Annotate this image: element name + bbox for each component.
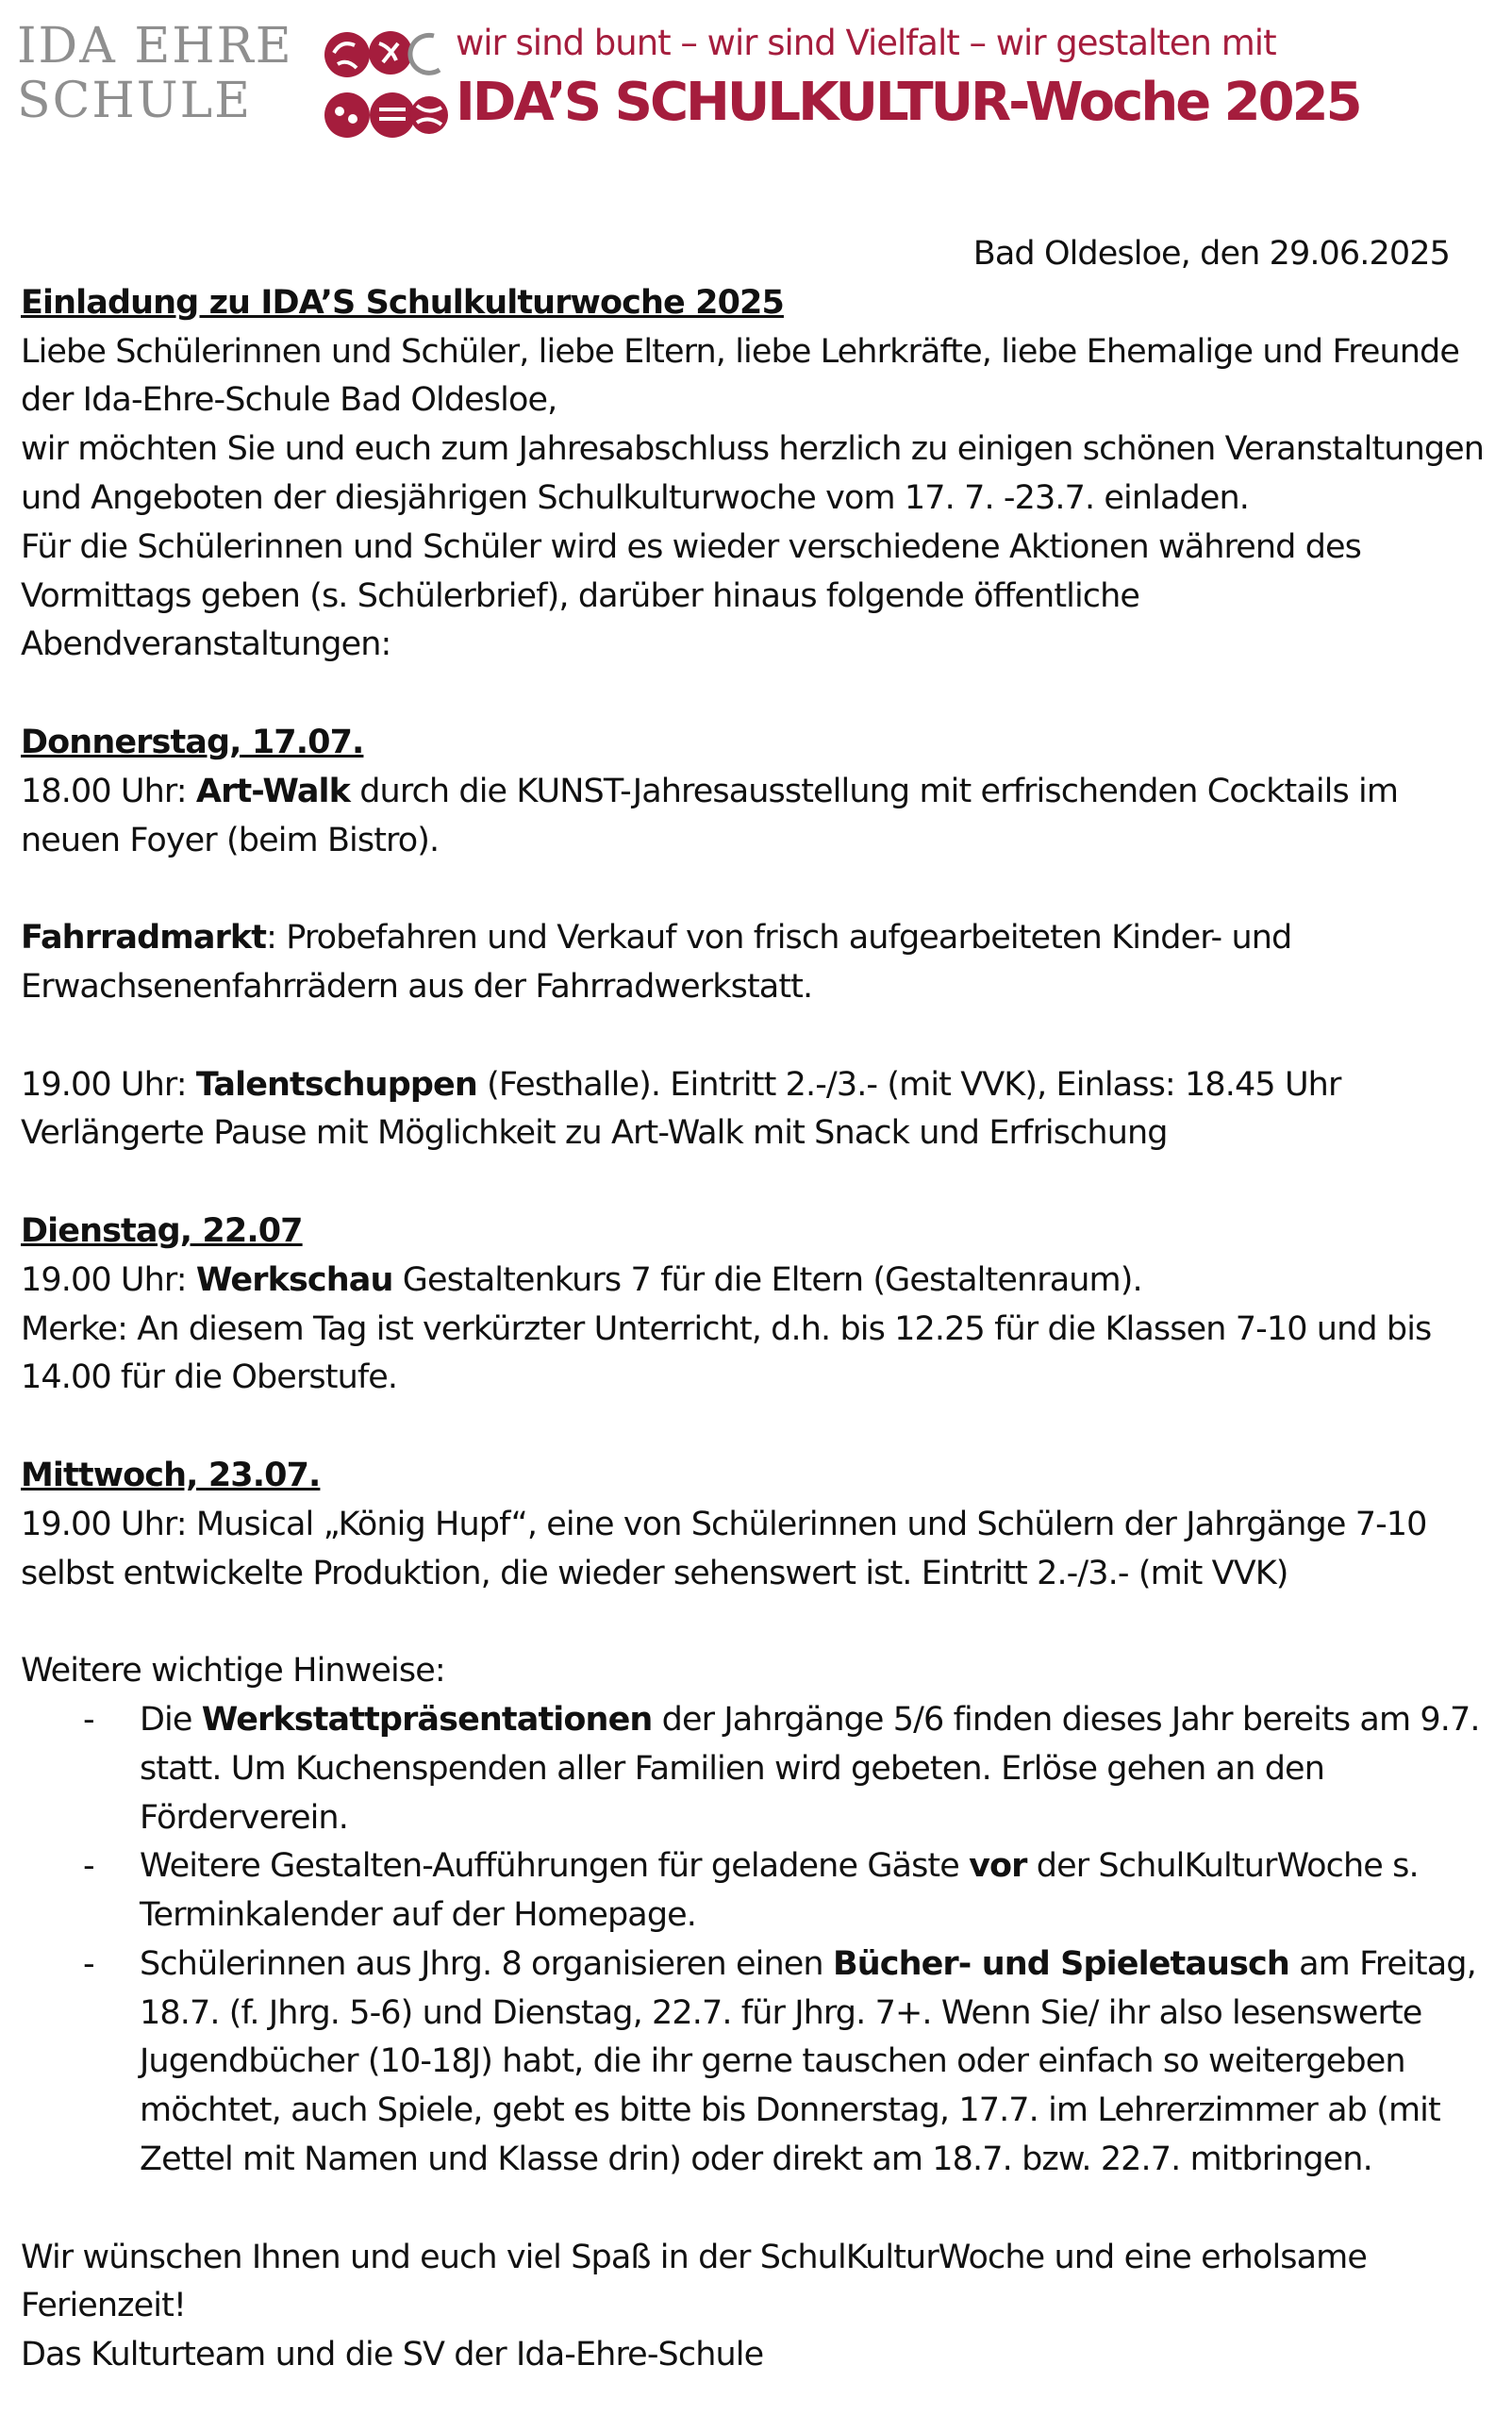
note-bold: Bücher- und Spieletausch xyxy=(832,1944,1289,1983)
intro-paragraph-2: wir möchten Sie und euch zum Jahresabschluss herzlich zu einigen schönen Veranstaltungen und Angeboten der diesjährigen Schulkulturwoche vom 17. 7. -23.7. einladen. xyxy=(21,430,1485,517)
note-text: der SchulKulturWoche s. Terminkalender auf der Homepage. xyxy=(140,1847,1419,1935)
notes-list xyxy=(21,1696,1492,2185)
note-bold: vor xyxy=(969,1847,1027,1886)
talent-note: Verlängerte Pause mit Möglichkeit zu Art-Walk mit Snack und Erfrischung xyxy=(21,1114,1168,1153)
dash-bullet: - xyxy=(83,1700,94,1739)
notes-heading: Weitere wichtige Hinweise: xyxy=(21,1652,445,1690)
tagline: wir sind bunt – wir sind Vielfalt – wir gestalten mit xyxy=(456,23,1276,63)
musical-entry: 19.00 Uhr: Musical „König Hupf“, eine von Schülerinnen und Schülern der Jahrgänge 7-10 selbst entwickelte Produktion, die wieder sehenswert ist. Eintritt 2.-/3.- (mit VVK) xyxy=(21,1505,1427,1592)
letterhead xyxy=(17,19,1498,151)
werkschau-text: Gestaltenkurs 7 für die Eltern (Gestaltenraum). xyxy=(392,1260,1142,1299)
werkschau-name: Werkschau xyxy=(195,1260,393,1299)
school-name-line2: SCHULE xyxy=(17,73,253,129)
dash-bullet: - xyxy=(83,1847,94,1886)
bike-market-name: Fahrradmarkt xyxy=(21,919,267,958)
wednesday-heading: Mittwoch, 23.07. xyxy=(21,1456,321,1494)
bike-market-text: : Probefahren und Verkauf von frisch aufgearbeiteten Kinder- und Erwachsenenfahrrädern aus der Fahrradwerkstatt. xyxy=(21,919,1292,1006)
letter-title: Einladung zu IDA’S Schulkulturwoche 2025 xyxy=(21,283,784,322)
note-text: Weitere Gestalten-Aufführungen für geladene Gäste xyxy=(140,1847,970,1886)
place-date: Bad Oldesloe, den 29.06.2025 xyxy=(972,235,1450,273)
intro-paragraph-3: Für die Schülerinnen und Schüler wird es wieder verschiedene Aktionen während des Vormittags geben (s. Schülerbrief), darüber hinaus folgende öffentliche Abendveranstaltungen: xyxy=(21,527,1361,664)
talent-entry xyxy=(21,1061,1492,1110)
school-logo-icon xyxy=(321,25,448,147)
letter-body xyxy=(21,230,1492,2380)
list-item xyxy=(21,1842,1492,1940)
note-text: Die xyxy=(140,1700,202,1739)
closing-text: Wir wünschen Ihnen und euch viel Spaß in der SchulKulturWoche und eine erholsame Ferienzeit! xyxy=(21,2238,1368,2325)
event-headline: IDA’S SCHULKULTUR-Woche 2025 xyxy=(456,72,1360,133)
artwalk-entry xyxy=(21,768,1492,866)
tuesday-heading: Dienstag, 22.07 xyxy=(21,1211,303,1250)
talent-text: (Festhalle). Eintritt 2.-/3.- (mit VVK), Einlass: 18.45 Uhr xyxy=(476,1065,1341,1104)
signature: Das Kulturteam und die SV der Ida-Ehre-Schule xyxy=(21,2336,764,2374)
note-text: Schülerinnen aus Jhrg. 8 organisieren einen xyxy=(140,1944,833,1983)
artwalk-time: 18.00 Uhr: xyxy=(21,772,196,810)
school-logo-text xyxy=(17,19,293,128)
artwalk-name: Art-Walk xyxy=(195,772,351,810)
intro-paragraph-1: Liebe Schülerinnen und Schüler, liebe Eltern, liebe Lehrkräfte, liebe Ehemalige und Freunde der Ida-Ehre-Schule Bad Oldesloe, xyxy=(21,332,1460,420)
artwalk-text: durch die KUNST-Jahresausstellung mit erfrischenden Cocktails im neuen Foyer (beim Bistro). xyxy=(21,772,1399,859)
list-item xyxy=(21,1940,1492,2185)
note-text: am Freitag, 18.7. (f. Jhrg. 5-6) und Dienstag, 22.7. für Jhrg. 7+. Wenn Sie/ ihr also lesenswerte Jugendbücher (10-18J) habt, die ihr gerne tauschen oder einfach so weitergeben möchtet, auch Spiele, gebt es bitte bis Donnerstag, 17.7. im Lehrerzimmer ab (mit Zettel mit Namen und Klasse drin) oder direkt am 18.7. bzw. 22.7. mitbringen. xyxy=(140,1944,1476,2179)
werkschau-entry xyxy=(21,1257,1492,1306)
talent-name: Talentschuppen xyxy=(195,1065,477,1104)
bike-market-entry xyxy=(21,914,1492,1012)
werkschau-time: 19.00 Uhr: xyxy=(21,1260,196,1299)
school-name-line1: IDA EHRE xyxy=(17,18,293,75)
tuesday-note: Merke: An diesem Tag ist verkürzter Unterricht, d.h. bis 12.25 für die Klassen 7-10 und bis 14.00 für die Oberstufe. xyxy=(21,1309,1432,1397)
note-bold: Werkstattpräsentationen xyxy=(201,1700,653,1739)
list-item xyxy=(21,1696,1492,1842)
note-text: der Jahrgänge 5/6 finden dieses Jahr bereits am 9.7. statt. Um Kuchenspenden aller Familien wird gebeten. Erlöse gehen an den Förderverein. xyxy=(140,1700,1480,1837)
talent-time: 19.00 Uhr: xyxy=(21,1065,196,1104)
thursday-heading: Donnerstag, 17.07. xyxy=(21,723,364,761)
dash-bullet: - xyxy=(83,1944,94,1983)
